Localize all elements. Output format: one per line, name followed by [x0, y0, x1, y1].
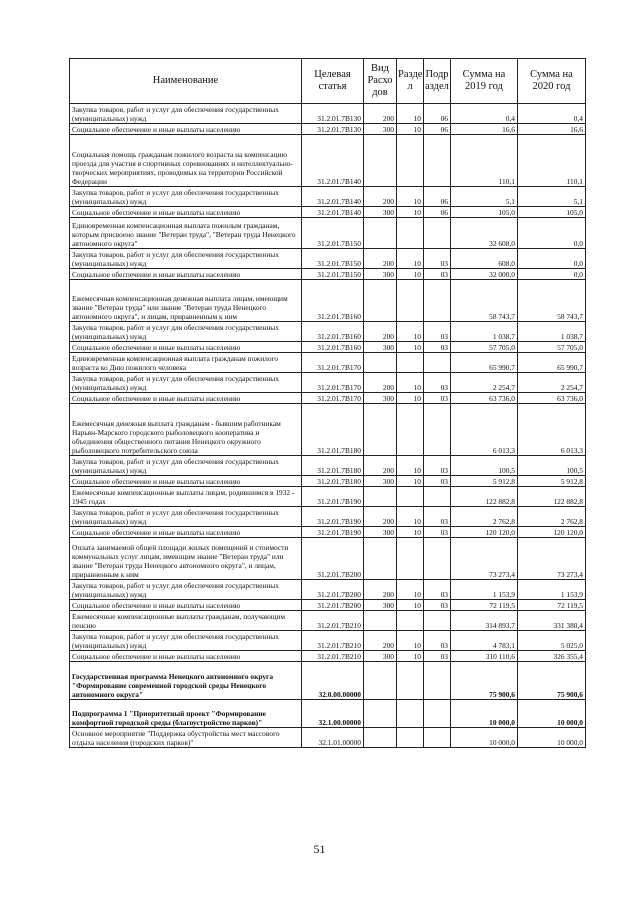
row-section: 10 — [397, 249, 424, 269]
row-name: Ежемесячные компенсационные выплаты гражданам, получающим пенсию — [70, 611, 302, 631]
row-subsection — [424, 538, 451, 580]
row-name: Единовременная компенсационная выплата гражданам пожилого возраста ко Дню пожилого человека — [70, 353, 302, 373]
row-name: Оплата занимаемой общей площади жилых помещений и стоимости коммунальных услуг лицам, имеющим звание "Ветеран труда" или звание "Ветеран труда Ненецкого автономного округа", и лицам, приравненным к ним — [70, 538, 302, 580]
row-expense-type — [364, 353, 397, 373]
row-name: Единовременная компенсационная выплата пожилым гражданам, которым присвоено звание "Ветеран труда", "Ветеран труда Ненецкого автономного округа" — [70, 218, 302, 249]
row-target-article: 31.2.01.7В210 — [302, 631, 364, 651]
table-row — [70, 135, 586, 187]
row-expense-type — [364, 611, 397, 631]
row-section: 10 — [397, 393, 424, 404]
row-target-article: 31.2.01.7В130 — [302, 104, 364, 124]
table-row — [70, 487, 586, 507]
row-subsection — [424, 662, 451, 700]
row-sum-2020: 100,5 — [518, 456, 586, 476]
row-name: Социальное обеспечение и иные выплаты населению — [70, 393, 302, 404]
row-target-article: 31.2.01.7В140 — [302, 207, 364, 218]
row-sum-2020: 57 705,0 — [518, 342, 586, 353]
row-section: 10 — [397, 476, 424, 487]
table-row — [70, 393, 586, 404]
row-sum-2019: 310 110,6 — [451, 651, 518, 662]
row-target-article: 31.2.01.7В200 — [302, 580, 364, 600]
row-expense-type: 200 — [364, 104, 397, 124]
table-row — [70, 662, 586, 700]
row-subsection — [424, 218, 451, 249]
row-target-article: 31.2.01.7В150 — [302, 269, 364, 280]
row-subsection — [424, 728, 451, 748]
row-section: 10 — [397, 322, 424, 342]
row-sum-2020: 63 736,0 — [518, 393, 586, 404]
row-name: Социальное обеспечение и иные выплаты населению — [70, 651, 302, 662]
row-sum-2020: 0,0 — [518, 269, 586, 280]
row-subsection: 03 — [424, 651, 451, 662]
table-row — [70, 124, 586, 135]
row-name: Ежемесячная компенсационная денежная выплата лицам, имеющим звание "Ветеран труда" или звание "Ветеран труда Ненецкого автономного округа", и лицам, приравненным к ним — [70, 280, 302, 322]
row-target-article: 31.2.01.7В140 — [302, 135, 364, 187]
row-sum-2019: 100,5 — [451, 456, 518, 476]
table-row — [70, 600, 586, 611]
table-row — [70, 404, 586, 456]
row-sum-2020: 0,0 — [518, 249, 586, 269]
row-name: Социальное обеспечение и иные выплаты населению — [70, 207, 302, 218]
row-section — [397, 353, 424, 373]
row-name: Закупка товаров, работ и услуг для обеспечения государственных (муниципальных) нужд — [70, 104, 302, 124]
row-expense-type: 200 — [364, 456, 397, 476]
row-sum-2020: 105,0 — [518, 207, 586, 218]
table-row — [70, 611, 586, 631]
row-sum-2020: 5 025,0 — [518, 631, 586, 651]
row-name: Социальное обеспечение и иные выплаты населению — [70, 342, 302, 353]
row-subsection — [424, 611, 451, 631]
table-body — [70, 104, 586, 748]
row-section — [397, 611, 424, 631]
table-row — [70, 322, 586, 342]
row-sum-2020: 2 762,8 — [518, 507, 586, 527]
row-section: 10 — [397, 124, 424, 135]
row-sum-2020: 6 013,3 — [518, 404, 586, 456]
row-target-article: 31.2.01.7В190 — [302, 487, 364, 507]
table-row — [70, 456, 586, 476]
row-section: 10 — [397, 207, 424, 218]
row-sum-2020: 331 380,4 — [518, 611, 586, 631]
row-section: 10 — [397, 456, 424, 476]
row-subsection: 03 — [424, 507, 451, 527]
row-sum-2019: 63 736,0 — [451, 393, 518, 404]
row-section: 10 — [397, 104, 424, 124]
row-subsection: 06 — [424, 207, 451, 218]
row-name: Ежемесячные компенсационные выплаты лицам, родившимся в 1932 - 1945 годах — [70, 487, 302, 507]
row-section: 10 — [397, 187, 424, 207]
table-row — [70, 104, 586, 124]
row-sum-2020: 5 912,8 — [518, 476, 586, 487]
row-section — [397, 218, 424, 249]
row-sum-2019: 32 000,0 — [451, 269, 518, 280]
row-expense-type — [364, 404, 397, 456]
row-name: Социальное обеспечение и иные выплаты населению — [70, 476, 302, 487]
row-name: Социальная помощь гражданам пожилого возраста на компенсацию проезда для участия в спортивных соревнованиях и интеллектуально-творческих мероприятиях, проводимых на территории Российской Федерации — [70, 135, 302, 187]
row-sum-2019: 72 119,5 — [451, 600, 518, 611]
budget-table — [69, 58, 586, 748]
row-subsection: 06 — [424, 124, 451, 135]
table-row — [70, 507, 586, 527]
row-name: Основное мероприятие "Поддержка обустройства мест массового отдыха населения (городских парков)" — [70, 728, 302, 748]
table-row — [70, 631, 586, 651]
row-section: 10 — [397, 507, 424, 527]
row-expense-type — [364, 662, 397, 700]
table-row — [70, 527, 586, 538]
row-sum-2019: 2 254,7 — [451, 373, 518, 393]
row-target-article: 31.2.01.7В180 — [302, 404, 364, 456]
table-row — [70, 538, 586, 580]
row-sum-2019: 2 762,8 — [451, 507, 518, 527]
row-expense-type: 200 — [364, 507, 397, 527]
row-sum-2019: 0,4 — [451, 104, 518, 124]
row-sum-2020: 0,0 — [518, 218, 586, 249]
row-name: Закупка товаров, работ и услуг для обеспечения государственных (муниципальных) нужд — [70, 373, 302, 393]
row-target-article: 31.2.01.7В180 — [302, 456, 364, 476]
row-sum-2019: 6 013,3 — [451, 404, 518, 456]
row-section: 10 — [397, 600, 424, 611]
row-sum-2020: 75 900,6 — [518, 662, 586, 700]
header-expense-type: Вид Расхо дов — [364, 59, 397, 104]
row-sum-2019: 65 990,7 — [451, 353, 518, 373]
row-sum-2020: 65 990,7 — [518, 353, 586, 373]
row-section: 10 — [397, 269, 424, 280]
row-subsection: 03 — [424, 580, 451, 600]
row-expense-type: 300 — [364, 476, 397, 487]
row-name: Закупка товаров, работ и услуг для обеспечения государственных (муниципальных) нужд — [70, 187, 302, 207]
table-row — [70, 187, 586, 207]
row-name: Закупка товаров, работ и услуг для обеспечения государственных (муниципальных) нужд — [70, 631, 302, 651]
row-sum-2019: 122 882,8 — [451, 487, 518, 507]
row-target-article: 31.2.01.7В180 — [302, 476, 364, 487]
row-target-article: 31.2.01.7В130 — [302, 124, 364, 135]
row-subsection: 03 — [424, 631, 451, 651]
row-name: Социальное обеспечение и иные выплаты населению — [70, 124, 302, 135]
row-section: 10 — [397, 651, 424, 662]
row-subsection: 03 — [424, 393, 451, 404]
row-sum-2020: 1 153,9 — [518, 580, 586, 600]
row-subsection — [424, 700, 451, 728]
table-row — [70, 728, 586, 748]
row-sum-2020: 5,1 — [518, 187, 586, 207]
row-expense-type — [364, 487, 397, 507]
row-subsection: 03 — [424, 322, 451, 342]
row-sum-2020: 73 273,4 — [518, 538, 586, 580]
row-target-article: 32.1.00.00000 — [302, 700, 364, 728]
row-target-article: 31.2.01.7В160 — [302, 280, 364, 322]
row-expense-type: 200 — [364, 249, 397, 269]
row-sum-2020: 1 038,7 — [518, 322, 586, 342]
row-sum-2019: 1 153,9 — [451, 580, 518, 600]
row-name: Закупка товаров, работ и услуг для обеспечения государственных (муниципальных) нужд — [70, 249, 302, 269]
row-expense-type: 200 — [364, 322, 397, 342]
row-expense-type: 200 — [364, 373, 397, 393]
row-target-article: 31.2.01.7В200 — [302, 538, 364, 580]
header-sum-2019: Сумма на 2019 год — [451, 59, 518, 104]
row-subsection — [424, 487, 451, 507]
row-target-article: 31.2.01.7В170 — [302, 393, 364, 404]
row-subsection — [424, 135, 451, 187]
row-target-article: 31.2.01.7В210 — [302, 651, 364, 662]
row-expense-type — [364, 700, 397, 728]
row-expense-type: 200 — [364, 580, 397, 600]
row-sum-2019: 57 705,0 — [451, 342, 518, 353]
row-sum-2020: 120 120,0 — [518, 527, 586, 538]
row-target-article: 31.2.01.7В190 — [302, 507, 364, 527]
table-row — [70, 353, 586, 373]
row-sum-2019: 32 608,0 — [451, 218, 518, 249]
row-sum-2019: 75 900,6 — [451, 662, 518, 700]
table-header-row — [70, 59, 586, 104]
row-subsection: 03 — [424, 456, 451, 476]
table-row — [70, 207, 586, 218]
row-target-article: 31.2.01.7В210 — [302, 611, 364, 631]
row-subsection: 03 — [424, 476, 451, 487]
row-subsection — [424, 280, 451, 322]
row-sum-2019: 120 120,0 — [451, 527, 518, 538]
row-subsection: 03 — [424, 373, 451, 393]
row-sum-2020: 326 355,4 — [518, 651, 586, 662]
row-section — [397, 487, 424, 507]
row-target-article: 31.2.01.7В140 — [302, 187, 364, 207]
row-sum-2020: 0,4 — [518, 104, 586, 124]
row-name: Ежемесячная денежная выплата гражданам - бывшим работникам Нарьян-Марского городского рыболовецкого кооператива и объединения общественного питания Ненецкого окружного рыболовецкого потребительского союза — [70, 404, 302, 456]
row-name: Закупка товаров, работ и услуг для обеспечения государственных (муниципальных) нужд — [70, 456, 302, 476]
page-number: 51 — [313, 842, 326, 856]
row-target-article: 31.2.01.7В170 — [302, 353, 364, 373]
row-expense-type — [364, 538, 397, 580]
row-sum-2019: 16,6 — [451, 124, 518, 135]
row-expense-type: 300 — [364, 124, 397, 135]
row-subsection — [424, 404, 451, 456]
row-section: 10 — [397, 580, 424, 600]
header-section: Разде л — [397, 59, 424, 104]
row-subsection: 03 — [424, 527, 451, 538]
row-sum-2020: 72 119,5 — [518, 600, 586, 611]
header-target-article: Целевая статья — [302, 59, 364, 104]
table-row — [70, 280, 586, 322]
row-sum-2020: 110,1 — [518, 135, 586, 187]
row-expense-type — [364, 135, 397, 187]
row-target-article: 32.1.01.00000 — [302, 728, 364, 748]
row-section — [397, 662, 424, 700]
table-row — [70, 373, 586, 393]
header-subsection: Подр аздел — [424, 59, 451, 104]
row-subsection: 06 — [424, 104, 451, 124]
row-name: Закупка товаров, работ и услуг для обеспечения государственных (муниципальных) нужд — [70, 322, 302, 342]
row-target-article: 31.2.01.7В150 — [302, 249, 364, 269]
row-sum-2020: 16,6 — [518, 124, 586, 135]
row-sum-2019: 1 038,7 — [451, 322, 518, 342]
row-target-article: 31.2.01.7В160 — [302, 342, 364, 353]
table-row — [70, 476, 586, 487]
row-target-article: 31.2.01.7В150 — [302, 218, 364, 249]
row-expense-type: 200 — [364, 187, 397, 207]
row-target-article: 31.2.01.7В200 — [302, 600, 364, 611]
row-expense-type: 300 — [364, 207, 397, 218]
row-target-article: 32.0.00.00000 — [302, 662, 364, 700]
row-subsection — [424, 353, 451, 373]
row-section — [397, 280, 424, 322]
row-section — [397, 700, 424, 728]
row-expense-type: 300 — [364, 600, 397, 611]
row-expense-type: 300 — [364, 651, 397, 662]
table-row — [70, 342, 586, 353]
row-name: Социальное обеспечение и иные выплаты населению — [70, 600, 302, 611]
table-row — [70, 218, 586, 249]
row-name: Социальное обеспечение и иные выплаты населению — [70, 527, 302, 538]
row-sum-2019: 58 743,7 — [451, 280, 518, 322]
row-section: 10 — [397, 527, 424, 538]
header-name: Наименование — [70, 59, 302, 104]
row-target-article: 31.2.01.7В160 — [302, 322, 364, 342]
row-section: 10 — [397, 631, 424, 651]
row-expense-type: 200 — [364, 631, 397, 651]
row-expense-type — [364, 728, 397, 748]
row-sum-2019: 5,1 — [451, 187, 518, 207]
table-row — [70, 249, 586, 269]
table-row — [70, 700, 586, 728]
row-sum-2019: 5 912,8 — [451, 476, 518, 487]
row-name: Закупка товаров, работ и услуг для обеспечения государственных (муниципальных) нужд — [70, 580, 302, 600]
row-name: Закупка товаров, работ и услуг для обеспечения государственных (муниципальных) нужд — [70, 507, 302, 527]
row-name: Социальное обеспечение и иные выплаты населению — [70, 269, 302, 280]
row-sum-2019: 105,0 — [451, 207, 518, 218]
row-section: 10 — [397, 373, 424, 393]
row-sum-2020: 10 000,0 — [518, 700, 586, 728]
row-section: 10 — [397, 342, 424, 353]
row-sum-2019: 314 893,7 — [451, 611, 518, 631]
row-sum-2019: 10 000,0 — [451, 728, 518, 748]
row-sum-2020: 122 882,8 — [518, 487, 586, 507]
row-section — [397, 135, 424, 187]
table-row — [70, 651, 586, 662]
row-section — [397, 404, 424, 456]
row-target-article: 31.2.01.7В190 — [302, 527, 364, 538]
row-expense-type: 300 — [364, 342, 397, 353]
row-expense-type: 300 — [364, 269, 397, 280]
row-sum-2019: 608,0 — [451, 249, 518, 269]
row-expense-type: 300 — [364, 393, 397, 404]
row-subsection: 03 — [424, 600, 451, 611]
row-subsection: 03 — [424, 249, 451, 269]
row-sum-2019: 4 783,1 — [451, 631, 518, 651]
row-expense-type — [364, 218, 397, 249]
row-section — [397, 538, 424, 580]
row-subsection: 06 — [424, 187, 451, 207]
row-expense-type — [364, 280, 397, 322]
row-sum-2019: 10 000,0 — [451, 700, 518, 728]
row-target-article: 31.2.01.7В170 — [302, 373, 364, 393]
row-section — [397, 728, 424, 748]
row-sum-2019: 110,1 — [451, 135, 518, 187]
row-sum-2020: 10 000,0 — [518, 728, 586, 748]
row-name: Подпрограмма 1 "Приоритетный проект "Формирование комфортной городской среды (благоустройство парков)" — [70, 700, 302, 728]
table-row — [70, 580, 586, 600]
row-name: Государственная программа Ненецкого автономного округа "Формирование современной городской среды Ненецкого автономного округа" — [70, 662, 302, 700]
row-subsection: 03 — [424, 269, 451, 280]
row-sum-2019: 73 273,4 — [451, 538, 518, 580]
row-sum-2020: 2 254,7 — [518, 373, 586, 393]
table-row — [70, 269, 586, 280]
header-sum-2020: Сумма на 2020 год — [518, 59, 586, 104]
row-expense-type: 300 — [364, 527, 397, 538]
row-subsection: 03 — [424, 342, 451, 353]
row-sum-2020: 58 743,7 — [518, 280, 586, 322]
